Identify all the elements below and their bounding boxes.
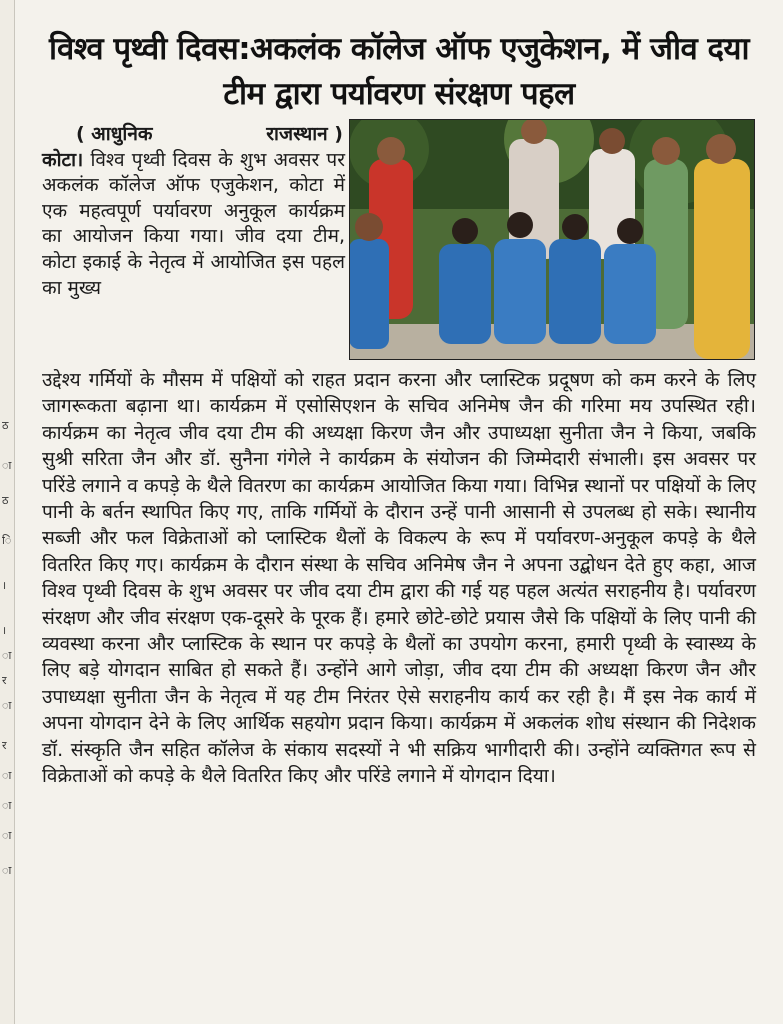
strip-glyph: ा bbox=[2, 829, 12, 842]
strip-glyph: । bbox=[2, 624, 7, 637]
dateline-open: ( आधुनिक bbox=[76, 123, 153, 145]
strip-glyph: ा bbox=[2, 649, 12, 662]
body-paragraph: उद्देश्य गर्मियों के मौसम में पक्षियों को राहत प्रदान करना और प्लास्टिक प्रदूषण को कम करने के लिए जागरूकता बढ़ाना था। कार्यक्रम में एसोसिएशन के सचिव अनिमेष जैन की गरिमा मय उपस्थित रही। कार्यक्रम का नेतृत्व जीव दया टीम की अध्यक्षा किरण जैन और उपाध्यक्षा सुनीता जैन ने किया, जबकि सुश्री सरिता जैन और डॉ. सुनैना गंगेले ने कार्यक्रम के संयोजन की जिम्मेदारी संभाली। इस अवसर पर परिंडे लगाने व कपड़े के थैले वितरण का कार्यक्रम आयोजित किया गया। विभिन्न स्थानों पर पक्षियों के लिए पानी के बर्तन स्थापित किए गए, ताकि गर्मियों के दौरान उन्हें पानी आसानी से उपलब्ध हो सके। स्थानीय सब्जी और फल विक्रेताओं को प्लास्टिक थैलों के विकल्प के रूप में पर्यावरण-अनुकूल कपड़े के थैले वितरित किए गए। कार्यक्रम के दौरान संस्था के सचिव अनिमेष जैन ने अपना उद्बोधन देते हुए कहा, आज विश्व पृथ्वी दिवस के शुभ अवसर पर जीव दया टीम द्वारा की गई यह पहल अत्यंत सराहनीय है। पर्यावरण संरक्षण और जीव संरक्षण एक-दूसरे के पूरक हैं। हमारे छोटे-छोटे प्रयास जैसे कि पक्षियों के लिए पानी की व्यवस्था करना और प्लास्टिक के स्थान पर कपड़े के थैलों का उपयोग करना, हमारी पृथ्वी के स्वास्थ्य के लिए बड़े योगदान साबित हो सकते हैं। उन्होंने आगे जोड़ा, जीव दया टीम की अध्यक्षा किरण जैन और उपाध्यक्षा सुनीता जैन के नेतृत्व में यह टीम निरंतर ऐसे सराहनीय कार्य कर रही है। मैं इस नेक कार्य में अपना योगदान देने के लिए आर्थिक सहयोग प्रदान किया। कार्यक्रम में अकलंक शोध संस्थान की निदेशक डॉ. संस्कृति जैन सहित कॉलेज के संकाय सदस्यों ने भी सक्रिय भागीदारी की। उन्होंने व्यक्तिगत रूप से विक्रेताओं को कपड़े के थैले वितरित किए और परिंडे लगाने में योगदान दिया। bbox=[42, 369, 756, 788]
strip-glyph: ठ bbox=[2, 494, 9, 507]
strip-glyph: ा bbox=[2, 799, 12, 812]
group-photo bbox=[349, 119, 755, 360]
strip-glyph: र bbox=[2, 739, 7, 752]
group-photo-illustration bbox=[349, 119, 755, 360]
strip-glyph: ठ bbox=[2, 419, 9, 432]
article-body bbox=[42, 367, 756, 790]
intro-paragraph bbox=[42, 148, 345, 302]
strip-glyph: ा bbox=[2, 864, 12, 877]
dateline-close: राजस्थान ) bbox=[266, 123, 343, 145]
strip-glyph: र bbox=[2, 674, 7, 687]
article-intro bbox=[42, 122, 345, 301]
city-name: कोटा। bbox=[42, 148, 84, 171]
headline: विश्व पृथ्वी दिवस:अकलंक कॉलेज ऑफ एजुकेशन, में जीव दया टीम द्वारा पर्यावरण संरक्षण पहल bbox=[48, 30, 749, 112]
strip-glyph: ि bbox=[2, 534, 12, 547]
strip-glyph: ा bbox=[2, 459, 12, 472]
intro-text: विश्व पृथ्वी दिवस के शुभ अवसर पर अकलंक कॉलेज ऑफ एजुकेशन, कोटा में एक महत्वपूर्ण पर्यावरण अनुकूल कार्यक्रम का आयोजन किया गया। जीव दया टीम, कोटा इकाई के नेतृत्व में आयोजित इस पहल का मुख्य bbox=[42, 148, 345, 299]
strip-glyph: ा bbox=[2, 699, 12, 712]
strip-glyph: ा bbox=[2, 769, 12, 782]
dateline bbox=[42, 122, 345, 148]
adjacent-column-strip bbox=[0, 0, 15, 1024]
strip-glyph: । bbox=[2, 579, 7, 592]
